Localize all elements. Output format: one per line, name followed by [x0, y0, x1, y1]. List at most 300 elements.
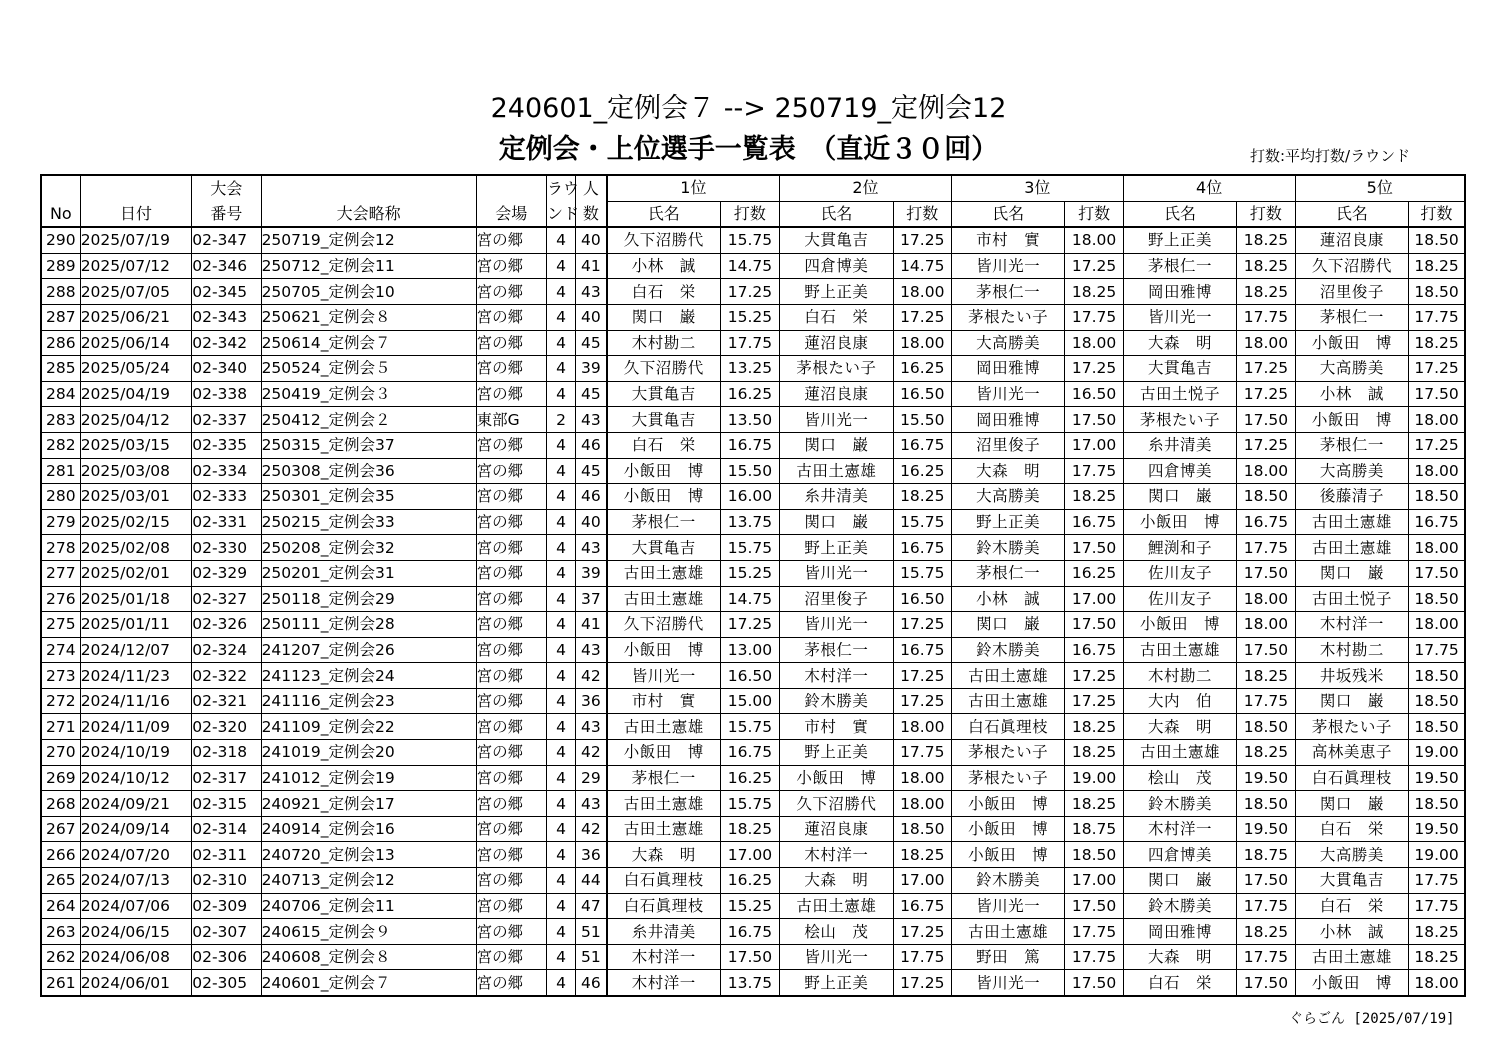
row-people: 43 [576, 714, 607, 740]
header-name-5: 氏名 [1295, 201, 1409, 227]
rank-2-name: 茅根仁一 [780, 637, 894, 663]
row-people: 46 [576, 432, 607, 458]
row-rounds: 4 [546, 637, 575, 663]
rank-5-name: 関口 巌 [1295, 560, 1409, 586]
table-row [41, 637, 1465, 663]
row-event-number: 02-315 [192, 791, 261, 817]
rank-4-name: 四倉博美 [1123, 842, 1237, 868]
rank-3-name: 小飯田 博 [951, 791, 1065, 817]
rank-4-score: 18.50 [1237, 714, 1295, 740]
row-date: 2024/10/19 [80, 740, 192, 766]
rank-2-score: 16.75 [893, 893, 951, 919]
row-no: 286 [41, 330, 80, 356]
rank-2-score: 16.25 [893, 458, 951, 484]
rank-1-name: 大貫亀吉 [607, 535, 721, 561]
rank-1-name: 小飯田 博 [607, 740, 721, 766]
rank-1-name: 木村洋一 [607, 944, 721, 970]
rank-3-name: 岡田雅博 [951, 356, 1065, 382]
rank-5-score: 17.75 [1409, 893, 1465, 919]
rank-5-name: 古田土憲雄 [1295, 535, 1409, 561]
rank-4-name: 大森 明 [1123, 714, 1237, 740]
row-rounds: 4 [546, 944, 575, 970]
rank-2-score: 17.25 [893, 688, 951, 714]
row-no: 276 [41, 586, 80, 612]
rank-1-name: 古田土憲雄 [607, 714, 721, 740]
rank-1-name: 白石眞理枝 [607, 868, 721, 894]
rank-5-score: 17.50 [1409, 560, 1465, 586]
row-short-name: 240921_定例会17 [261, 791, 476, 817]
rank-5-score: 17.75 [1409, 868, 1465, 894]
row-people: 36 [576, 842, 607, 868]
row-people: 46 [576, 970, 607, 996]
rank-5-name: 関口 巌 [1295, 688, 1409, 714]
row-date: 2024/07/06 [80, 893, 192, 919]
row-venue: 宮の郷 [476, 304, 546, 330]
row-date: 2025/03/15 [80, 432, 192, 458]
header-event-top: 大会 [192, 175, 261, 201]
row-event-number: 02-306 [192, 944, 261, 970]
rank-2-name: 沼里俊子 [780, 586, 894, 612]
rank-4-score: 18.25 [1237, 740, 1295, 766]
row-event-number: 02-311 [192, 842, 261, 868]
row-short-name: 250201_定例会31 [261, 560, 476, 586]
header-name-3: 氏名 [951, 201, 1065, 227]
rank-5-score: 18.00 [1409, 458, 1465, 484]
rank-2-name: 大森 明 [780, 868, 894, 894]
page-title: 240601_定例会７ --> 250719_定例会12 [490, 93, 1007, 124]
table-row [41, 407, 1465, 433]
row-people: 43 [576, 279, 607, 305]
row-short-name: 240601_定例会７ [261, 970, 476, 996]
rank-1-name: 皆川光一 [607, 663, 721, 689]
row-date: 2024/06/15 [80, 919, 192, 945]
ranking-table [40, 174, 1466, 997]
rank-4-name: 桧山 茂 [1123, 765, 1237, 791]
row-no: 274 [41, 637, 80, 663]
row-venue: 宮の郷 [476, 356, 546, 382]
rank-3-name: 皆川光一 [951, 893, 1065, 919]
rank-5-score: 18.50 [1409, 663, 1465, 689]
table-row [41, 279, 1465, 305]
row-short-name: 250524_定例会５ [261, 356, 476, 382]
rank-5-name: 木村勘二 [1295, 637, 1409, 663]
rank-2-score: 17.25 [893, 227, 951, 253]
rank-5-score: 18.50 [1409, 714, 1465, 740]
table-row [41, 381, 1465, 407]
table-row [41, 304, 1465, 330]
row-event-number: 02-338 [192, 381, 261, 407]
rank-1-score: 13.50 [720, 407, 779, 433]
rank-3-score: 17.00 [1065, 586, 1123, 612]
row-event-number: 02-331 [192, 509, 261, 535]
rank-1-name: 茅根仁一 [607, 509, 721, 535]
rank-5-score: 19.00 [1409, 740, 1465, 766]
rank-2-name: 市村 實 [780, 714, 894, 740]
rank-1-score: 14.75 [720, 253, 779, 279]
header-short-top [261, 175, 476, 201]
rank-2-name: 蓮沼良康 [780, 816, 894, 842]
row-date: 2024/07/13 [80, 868, 192, 894]
rank-4-name: 野上正美 [1123, 227, 1237, 253]
row-date: 2025/07/12 [80, 253, 192, 279]
row-people: 39 [576, 356, 607, 382]
header-rank-3: 3位 [951, 175, 1123, 201]
row-short-name: 250419_定例会３ [261, 381, 476, 407]
row-short-name: 241123_定例会24 [261, 663, 476, 689]
row-venue: 宮の郷 [476, 509, 546, 535]
row-date: 2025/01/11 [80, 612, 192, 638]
table-row [41, 663, 1465, 689]
rank-3-score: 17.50 [1065, 612, 1123, 638]
rank-1-score: 17.00 [720, 842, 779, 868]
rank-3-name: 古田土憲雄 [951, 688, 1065, 714]
row-date: 2025/01/18 [80, 586, 192, 612]
table-row [41, 765, 1465, 791]
rank-2-name: 桧山 茂 [780, 919, 894, 945]
rank-4-name: 茅根たい子 [1123, 407, 1237, 433]
rank-5-name: 白石 栄 [1295, 893, 1409, 919]
row-short-name: 250712_定例会11 [261, 253, 476, 279]
rank-5-name: 後藤清子 [1295, 484, 1409, 510]
rank-4-score: 17.25 [1237, 381, 1295, 407]
table-row [41, 868, 1465, 894]
rank-2-name: 野上正美 [780, 279, 894, 305]
rank-5-score: 17.50 [1409, 381, 1465, 407]
rank-1-name: 久下沼勝代 [607, 227, 721, 253]
rank-4-score: 18.50 [1237, 791, 1295, 817]
row-rounds: 4 [546, 560, 575, 586]
row-people: 45 [576, 458, 607, 484]
rank-2-score: 15.75 [893, 509, 951, 535]
rank-5-score: 18.50 [1409, 227, 1465, 253]
row-no: 282 [41, 432, 80, 458]
row-date: 2024/09/14 [80, 816, 192, 842]
rank-3-name: 茅根たい子 [951, 304, 1065, 330]
rank-4-name: 関口 巌 [1123, 868, 1237, 894]
row-date: 2025/03/08 [80, 458, 192, 484]
row-venue: 宮の郷 [476, 227, 546, 253]
row-rounds: 4 [546, 279, 575, 305]
row-short-name: 250308_定例会36 [261, 458, 476, 484]
row-no: 290 [41, 227, 80, 253]
row-date: 2025/07/19 [80, 227, 192, 253]
table-row [41, 509, 1465, 535]
rank-2-score: 18.00 [893, 791, 951, 817]
rank-1-name: 小飯田 博 [607, 484, 721, 510]
header-score-4: 打数 [1237, 201, 1295, 227]
row-people: 46 [576, 484, 607, 510]
rank-1-name: 小飯田 博 [607, 458, 721, 484]
row-no: 283 [41, 407, 80, 433]
row-event-number: 02-320 [192, 714, 261, 740]
rank-4-name: 古田土悦子 [1123, 381, 1237, 407]
rank-5-name: 白石 栄 [1295, 816, 1409, 842]
rank-2-score: 18.00 [893, 765, 951, 791]
rank-1-score: 15.25 [720, 304, 779, 330]
row-event-number: 02-342 [192, 330, 261, 356]
row-rounds: 4 [546, 765, 575, 791]
rank-3-score: 18.00 [1065, 330, 1123, 356]
rank-2-name: 皆川光一 [780, 407, 894, 433]
rank-4-name: 木村洋一 [1123, 816, 1237, 842]
row-no: 272 [41, 688, 80, 714]
table-row [41, 586, 1465, 612]
rank-1-score: 16.75 [720, 919, 779, 945]
rank-5-score: 18.00 [1409, 970, 1465, 996]
row-rounds: 4 [546, 227, 575, 253]
table-row [41, 227, 1465, 253]
header-rank-4: 4位 [1123, 175, 1295, 201]
rank-1-name: 木村洋一 [607, 970, 721, 996]
row-venue: 宮の郷 [476, 253, 546, 279]
row-rounds: 4 [546, 381, 575, 407]
rank-5-score: 18.50 [1409, 484, 1465, 510]
row-rounds: 4 [546, 509, 575, 535]
rank-1-score: 17.75 [720, 330, 779, 356]
row-date: 2025/04/19 [80, 381, 192, 407]
rank-5-score: 17.25 [1409, 356, 1465, 382]
rank-3-score: 18.25 [1065, 714, 1123, 740]
rank-5-score: 18.00 [1409, 535, 1465, 561]
row-rounds: 4 [546, 791, 575, 817]
header-people: 数 [576, 201, 607, 227]
rank-2-name: 小飯田 博 [780, 765, 894, 791]
table-row [41, 791, 1465, 817]
rank-2-score: 18.00 [893, 330, 951, 356]
rank-1-name: 糸井清美 [607, 919, 721, 945]
rank-2-name: 古田土憲雄 [780, 458, 894, 484]
rank-5-name: 大高勝美 [1295, 458, 1409, 484]
page-subtitle: 定例会・上位選手一覧表 （直近３０回） [498, 134, 999, 165]
rank-1-score: 16.75 [720, 740, 779, 766]
rank-2-name: 皆川光一 [780, 560, 894, 586]
rank-1-name: 大貫亀吉 [607, 407, 721, 433]
rank-5-score: 16.75 [1409, 509, 1465, 535]
rank-5-score: 17.25 [1409, 432, 1465, 458]
row-rounds: 4 [546, 612, 575, 638]
row-no: 275 [41, 612, 80, 638]
header-score-5: 打数 [1409, 201, 1465, 227]
rank-2-score: 16.50 [893, 586, 951, 612]
rank-4-name: 大森 明 [1123, 330, 1237, 356]
rank-2-score: 16.75 [893, 637, 951, 663]
row-no: 277 [41, 560, 80, 586]
rank-5-score: 18.50 [1409, 279, 1465, 305]
rank-4-name: 岡田雅博 [1123, 279, 1237, 305]
row-venue: 宮の郷 [476, 688, 546, 714]
rank-3-name: 皆川光一 [951, 970, 1065, 996]
rank-2-score: 18.50 [893, 816, 951, 842]
row-no: 279 [41, 509, 80, 535]
rank-4-score: 16.75 [1237, 509, 1295, 535]
row-short-name: 250111_定例会28 [261, 612, 476, 638]
row-no: 263 [41, 919, 80, 945]
rank-4-name: 古田土憲雄 [1123, 637, 1237, 663]
row-event-number: 02-314 [192, 816, 261, 842]
rank-4-name: 小飯田 博 [1123, 612, 1237, 638]
row-people: 40 [576, 227, 607, 253]
row-rounds: 4 [546, 535, 575, 561]
rank-2-score: 18.25 [893, 842, 951, 868]
row-no: 288 [41, 279, 80, 305]
row-rounds: 4 [546, 714, 575, 740]
row-date: 2024/06/08 [80, 944, 192, 970]
rank-3-score: 18.50 [1065, 842, 1123, 868]
rank-5-name: 蓮沼良康 [1295, 227, 1409, 253]
rank-1-name: 古田土憲雄 [607, 791, 721, 817]
rank-1-name: 白石 栄 [607, 279, 721, 305]
rank-1-score: 16.00 [720, 484, 779, 510]
row-venue: 宮の郷 [476, 970, 546, 996]
row-people: 43 [576, 791, 607, 817]
rank-2-score: 17.25 [893, 612, 951, 638]
rank-4-score: 18.25 [1237, 663, 1295, 689]
rank-3-score: 17.75 [1065, 919, 1123, 945]
row-no: 271 [41, 714, 80, 740]
rank-3-score: 18.25 [1065, 279, 1123, 305]
row-rounds: 4 [546, 356, 575, 382]
rank-5-score: 18.50 [1409, 688, 1465, 714]
rank-3-score: 19.00 [1065, 765, 1123, 791]
row-no: 266 [41, 842, 80, 868]
row-event-number: 02-333 [192, 484, 261, 510]
rank-3-name: 茅根仁一 [951, 560, 1065, 586]
row-date: 2024/11/16 [80, 688, 192, 714]
rank-1-score: 15.50 [720, 458, 779, 484]
rank-4-score: 19.50 [1237, 765, 1295, 791]
rank-3-score: 17.75 [1065, 458, 1123, 484]
header-name-2: 氏名 [780, 201, 894, 227]
row-event-number: 02-346 [192, 253, 261, 279]
rank-2-score: 18.00 [893, 279, 951, 305]
rank-5-score: 19.50 [1409, 816, 1465, 842]
row-venue: 宮の郷 [476, 868, 546, 894]
row-people: 40 [576, 304, 607, 330]
row-venue: 宮の郷 [476, 714, 546, 740]
rank-1-score: 17.50 [720, 944, 779, 970]
rank-4-score: 17.50 [1237, 637, 1295, 663]
rank-1-name: 久下沼勝代 [607, 612, 721, 638]
row-short-name: 250719_定例会12 [261, 227, 476, 253]
rank-1-score: 16.25 [720, 868, 779, 894]
row-short-name: 250621_定例会８ [261, 304, 476, 330]
rank-3-score: 16.75 [1065, 509, 1123, 535]
row-date: 2025/05/24 [80, 356, 192, 382]
rank-3-name: 古田土憲雄 [951, 663, 1065, 689]
rank-3-name: 茅根たい子 [951, 740, 1065, 766]
row-no: 284 [41, 381, 80, 407]
row-short-name: 240706_定例会11 [261, 893, 476, 919]
rank-3-score: 16.75 [1065, 637, 1123, 663]
rank-4-score: 17.75 [1237, 893, 1295, 919]
table-row [41, 612, 1465, 638]
rank-4-name: 大森 明 [1123, 944, 1237, 970]
row-date: 2024/11/23 [80, 663, 192, 689]
row-people: 43 [576, 535, 607, 561]
rank-1-score: 15.25 [720, 893, 779, 919]
header-rank-2: 2位 [780, 175, 952, 201]
rank-4-name: 糸井清美 [1123, 432, 1237, 458]
row-no: 267 [41, 816, 80, 842]
rank-5-score: 18.50 [1409, 586, 1465, 612]
rank-5-name: 茅根たい子 [1295, 714, 1409, 740]
rank-1-score: 15.75 [720, 535, 779, 561]
rank-3-score: 17.00 [1065, 432, 1123, 458]
rank-1-score: 15.75 [720, 227, 779, 253]
row-event-number: 02-330 [192, 535, 261, 561]
row-people: 45 [576, 381, 607, 407]
rank-2-name: 野上正美 [780, 970, 894, 996]
rank-3-name: 茅根たい子 [951, 765, 1065, 791]
row-date: 2025/03/01 [80, 484, 192, 510]
rank-1-name: 白石 栄 [607, 432, 721, 458]
rank-3-score: 17.25 [1065, 688, 1123, 714]
rank-4-name: 古田土憲雄 [1123, 740, 1237, 766]
row-rounds: 4 [546, 458, 575, 484]
row-event-number: 02-321 [192, 688, 261, 714]
row-venue: 宮の郷 [476, 560, 546, 586]
header-venue: 会場 [476, 201, 546, 227]
row-short-name: 241012_定例会19 [261, 765, 476, 791]
header-row-bottom [41, 201, 1465, 227]
rank-4-name: 茅根仁一 [1123, 253, 1237, 279]
row-event-number: 02-345 [192, 279, 261, 305]
row-event-number: 02-322 [192, 663, 261, 689]
rank-5-name: 古田土憲雄 [1295, 944, 1409, 970]
rank-1-score: 16.75 [720, 432, 779, 458]
row-rounds: 4 [546, 484, 575, 510]
row-no: 273 [41, 663, 80, 689]
score-note: 打数:平均打数/ラウンド [1250, 147, 1411, 165]
row-date: 2024/12/07 [80, 637, 192, 663]
rank-2-score: 18.25 [893, 484, 951, 510]
rank-1-score: 15.75 [720, 714, 779, 740]
rank-4-score: 17.50 [1237, 970, 1295, 996]
rank-2-score: 17.00 [893, 868, 951, 894]
rank-1-name: 白石眞理枝 [607, 893, 721, 919]
header-score-1: 打数 [720, 201, 779, 227]
rank-2-score: 17.25 [893, 304, 951, 330]
rank-3-score: 17.25 [1065, 356, 1123, 382]
row-rounds: 4 [546, 304, 575, 330]
rank-1-score: 14.75 [720, 586, 779, 612]
header-rounds: ンド [546, 201, 575, 227]
rank-1-name: 市村 實 [607, 688, 721, 714]
row-event-number: 02-324 [192, 637, 261, 663]
rank-4-score: 17.25 [1237, 356, 1295, 382]
rank-1-score: 16.25 [720, 381, 779, 407]
rank-5-name: 小飯田 博 [1295, 330, 1409, 356]
table-body [41, 227, 1465, 996]
rank-4-score: 18.00 [1237, 330, 1295, 356]
row-no: 261 [41, 970, 80, 996]
rank-2-name: 木村洋一 [780, 663, 894, 689]
row-event-number: 02-335 [192, 432, 261, 458]
row-date: 2025/06/21 [80, 304, 192, 330]
rank-5-name: 古田土憲雄 [1295, 509, 1409, 535]
row-short-name: 241116_定例会23 [261, 688, 476, 714]
rank-1-name: 古田土憲雄 [607, 586, 721, 612]
row-rounds: 4 [546, 253, 575, 279]
rank-5-score: 19.50 [1409, 765, 1465, 791]
rank-2-name: 関口 巌 [780, 509, 894, 535]
row-venue: 宮の郷 [476, 279, 546, 305]
rank-3-score: 17.25 [1065, 253, 1123, 279]
row-short-name: 240608_定例会８ [261, 944, 476, 970]
row-rounds: 4 [546, 740, 575, 766]
rank-3-name: 鈴木勝美 [951, 637, 1065, 663]
row-event-number: 02-347 [192, 227, 261, 253]
